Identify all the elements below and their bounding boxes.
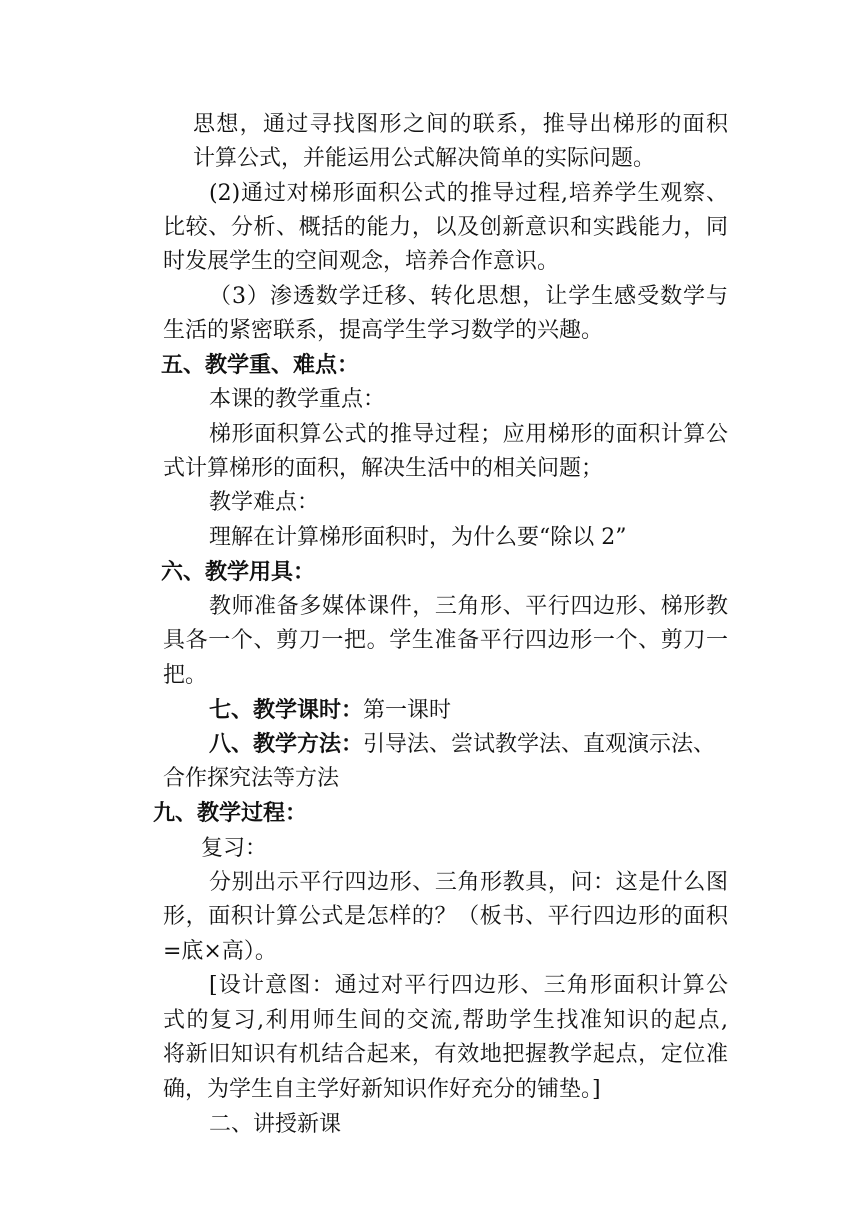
section-9-heading: 九、教学过程： [153, 801, 308, 826]
objective-3-line-1: （3）渗透数学迁移、转化思想，让学生感受数学与 [209, 284, 728, 309]
difficulty-text: 理解在计算梯形面积时，为什么要“除以 2” [209, 525, 627, 550]
section-8-row [209, 728, 715, 762]
intent-line-1: [设计意图：通过对平行四边形、三角形面积计算公 [209, 973, 728, 998]
review-label: 复习： [201, 836, 268, 861]
focus-label: 本课的教学重点： [209, 387, 386, 412]
section-5-heading: 五、教学重、难点： [161, 353, 360, 378]
section-7-text: 第一课时 [363, 698, 452, 723]
section-6-heading: 六、教学用具： [161, 560, 316, 585]
objective-2-line-2: 比较、分析、概括的能力，以及创新意识和实践能力，同 [163, 215, 728, 240]
review-line-3: =底×高）。 [163, 939, 277, 964]
objective-3-line-2: 生活的紧密联系，提高学生学习数学的兴趣。 [163, 318, 604, 343]
section-8-text: 引导法、尝试教学法、直观演示法、 [363, 732, 716, 757]
objective-1-line-1: 思想，通过寻找图形之间的联系，推导出梯形的面积 [193, 112, 728, 137]
review-line-1: 分别出示平行四边形、三角形教具，问：这是什么图 [209, 870, 728, 895]
focus-line-2: 式计算梯形的面积，解决生活中的相关问题； [163, 456, 604, 481]
section-7-row [209, 694, 451, 728]
objective-2-line-1: (2)通过对梯形面积公式的推导过程,培养学生观察、 [209, 181, 728, 206]
intent-line-3: 将新旧知识有机结合起来，有效地把握教学起点，定位准 [163, 1042, 728, 1067]
objective-2-line-3: 时发展学生的空间观念，培养合作意识。 [163, 249, 560, 274]
section-8-heading: 八、教学方法： [209, 732, 364, 757]
objective-1-line-2: 计算公式，并能运用公式解决简单的实际问题。 [193, 146, 656, 171]
review-line-2: 形，面积计算公式是怎样的？（板书、平行四边形的面积 [163, 904, 728, 929]
tools-line-3: 把。 [163, 663, 208, 688]
new-lesson-heading: 二、讲授新课 [209, 1112, 342, 1137]
intent-line-2: 式的复习,利用师生间的交流,帮助学生找准知识的起点, [163, 1008, 728, 1033]
tools-line-1: 教师准备多媒体课件，三角形、平行四边形、梯形教 [209, 594, 728, 619]
section-8-line-2: 合作探究法等方法 [163, 766, 340, 791]
section-7-heading: 七、教学课时： [209, 698, 364, 723]
focus-line-1: 梯形面积算公式的推导过程；应用梯形的面积计算公 [209, 422, 728, 447]
tools-line-2: 具各一个、剪刀一把。学生准备平行四边形一个、剪刀一 [163, 628, 728, 653]
difficulty-label: 教学难点： [209, 490, 320, 515]
intent-line-4: 确，为学生自主学好新知识作好充分的铺垫。] [163, 1077, 601, 1102]
